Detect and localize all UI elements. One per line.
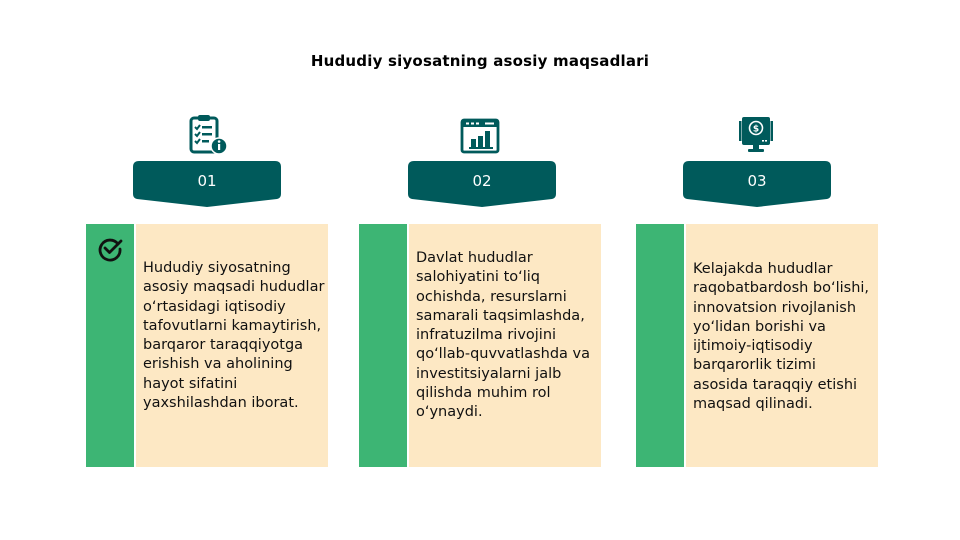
- card-text: Kelajakda hududlar raqobatbardosh bo‘lishi, innovatsion rivojlanish yo‘lidan borishi va ijtimoiy-iqtisodiy barqarorlik tizimi asosida taraqqiy etishi maqsad qilinadi.: [693, 261, 870, 413]
- card-text: Davlat hududlar salohiyatini to‘liq ochishda, resurslarni samarali taqsimlashda, infratuzilma rivojini qo‘llab-quvvatlashda va investitsiyalarni jalb qilishda muhim rol o‘ynaydi.: [416, 250, 591, 421]
- card-body: [409, 224, 601, 467]
- step-number: 03: [747, 172, 767, 190]
- card-accent-strip: [86, 224, 134, 467]
- goal-card-02: [359, 224, 601, 467]
- svg-text:$: $: [752, 124, 760, 135]
- goal-card-03: [636, 224, 878, 467]
- step-banner-01: [133, 161, 281, 208]
- step-banner-02: [408, 161, 556, 208]
- step-number: 01: [197, 172, 217, 190]
- step-number: 02: [472, 172, 492, 190]
- card-accent-strip: [636, 224, 684, 467]
- check-circle-icon: [96, 235, 124, 263]
- slide-title: Hududiy siyosatning asosiy maqsadlari: [310, 52, 650, 70]
- goal-card-01: [86, 224, 328, 467]
- browser-bar-chart-icon: [459, 113, 503, 157]
- card-body: [136, 224, 328, 467]
- clipboard-checklist-info-icon: [185, 113, 229, 157]
- card-text: Hududiy siyosatning asosiy maqsadi hududlar o‘rtasidagi iqtisodiy tafovutlarni kamaytirish, barqaror taraqqiyotga erishish va aholining hayot sifatini yaxshilashdan iborat.: [143, 260, 325, 412]
- card-body: [686, 224, 878, 467]
- step-banner-03: [683, 161, 831, 208]
- monitor-dollar-icon: [735, 113, 779, 157]
- card-accent-strip: [359, 224, 407, 467]
